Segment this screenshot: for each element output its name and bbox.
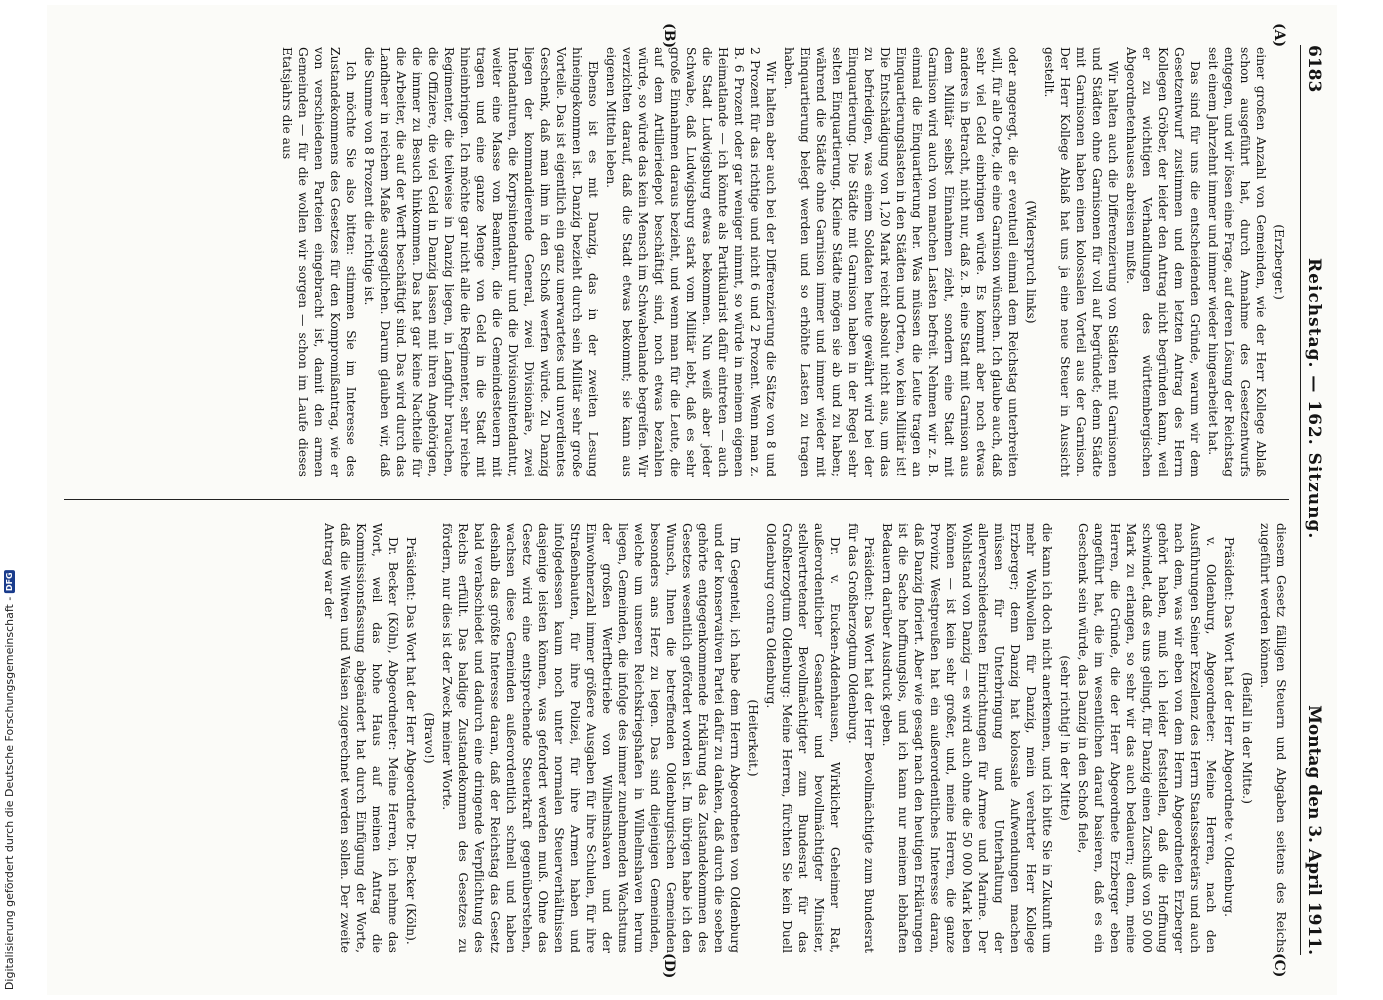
margin-marker-d: (D)	[660, 953, 677, 979]
page-number: 6183	[1303, 45, 1324, 93]
paragraph: v. Oldenburg, Abgeordneter: Meine Herren, nach den Ausführungen Seiner Exzellenz des Herrn Staatssekretärs und auch nach dem, was wir eben von dem Herrn Abgeordneten Erzberger gehört haben, muß ich leider feststellen, daß die Hoffnung schwindet, daß es uns gelingt, für Danzig einen Zuschuß von 50 000 Mark zu erlangen, so sehr wir das auch bedauern; denn, meine Herren, die Gründe, die der Herr Abgeordnete Erzberger eben angeführt hat, die im wesentlichen darauf basieren, daß es ein Geschenk sein würde, das Danzig in den Schoß fiele,	[1075, 523, 1218, 953]
scanned-page	[47, 5, 1337, 995]
interjection: (Heiterkeit.)	[745, 699, 760, 777]
digitization-credit	[3, 570, 16, 990]
left-column	[64, 47, 1289, 477]
paragraph: Das sind für uns die entscheidenden Gründe, warum wir dem Gesetzentwurf zustimmen und dem letzten Antrag des Herrn Kollegen Gröber, der leider den Antrag nicht begründen kann, weil er zu wichtigen Verhandlungen des württembergischen Abgeordnetenhauses abreisen mußte.	[1123, 47, 1202, 477]
paragraph: Im Gegenteil, ich habe dem Herrn Abgeordneten von Oldenburg und der konservativen Partei dafür zu danken, daß durch die soeben gehörte entgegenkommende Erklärung das Zustandekommen des Gesetzes wesentlich gefördert worden ist. Im übrigen habe ich den Wunsch, Ihnen die betreffenden Oldenburgischen Gemeinden besonders ans Herz zu legen. Das sind diejenigen Gemeinden, welche um unseren Reichskriegshafen in Wilhelmshaven herum liegen, Gemeinden, die infolge des immer zunehmenden Wachstums der großen Werftbetriebe von Wilhelmshaven und der Einwohnerzahl immer größere Ausgaben für ihre Schulen, für ihre Straßenbauten, für ihre Polizei, für ihre Armen haben und infolgedessen kaum noch unter normalen Steuerverhältnissen dasjenige leisten können, was gefordert werden muß. Ohne das Gesetz wird eine entsprechende Steuerkraft gegenüberstehen, wachsen diese Gemeinden außerordentlich schnell und haben deshalb das größte Interesse daran, daß der Reichstag das Gesetz bald verabschiedet und dadurch eine dringende Verpflichtung des Reichs erfüllt. Das baldige Zustandekommen des Gesetzes zu fördern, nur dies ist der Zweck meiner Worte.	[439, 523, 742, 953]
credit-text: Digitalisierung gefördert durch die Deutsche Forschungsgemeinschaft -	[3, 596, 16, 990]
speaker-attribution: (Erzberger.)	[1271, 224, 1286, 300]
interjection: (Bravo!)	[421, 712, 436, 764]
paragraph: Wir halten auch die Differenzierung von Städten mit Garnisonen und Städten ohne Garnisonen für voll auf begründet; denn Städte mit Garnisonen haben einen kolossalen Vorteil aus der Garnison. Der Herr Kollege Ablaß hat uns ja eine neue Steuer in Aussicht gestellt.	[1041, 47, 1120, 477]
paragraph: Ebenso ist es mit Danzig, das in der zweiten Lesung hineingekommen ist. Danzig bezieht durch sein Militär sehr große Vorteile. Das ist eigentlich ein ganz unerwartetes und unverdientes Geschenk, daß man ihm in den Schoß werfen würde. Zu Danzig liegen der kommandierende General, zwei Divisionäre, zwei Intendanturen, die Korpsintendantur und die Divisionsintendantur, weiter eine Masse von Beamten, die die Gemeindesteuern mit tragen und eine ganze Menge von Geld in die Stadt mit hineinbringen. Ich möchte gar nicht alle die Regimenter, sehr reiche Regimenter, die teilweise in Danzig liegen, in Langfuhr brauchen, die Offiziere, die viel Geld in Danzig lassen mit ihren Angehörigen, die immer zu Besuch hinkommen. Das hat gar keine Nachteile für die Arbeiter, die auf der Werft beschäftigt sind. Das wird durch das Landheer in reichem Maße ausgeglichen. Darum glauben wir, daß die Summe von 8 Prozent die richtige ist.	[361, 47, 600, 477]
page-header	[1300, 45, 1327, 955]
paragraph: einer großen Anzahl von Gemeinden, wie der Herr Kollege Ablaß schon ausgeführt hat, durch Annahme des Gesetzentwurfs entgegen, und wir lösen eine Frage, auf deren Lösung der Reichstag seit einem Jahrzehnt immer und immer wieder hingearbeitet hat.	[1205, 47, 1268, 477]
interjection: (Beifall in der Mitte.)	[1239, 672, 1254, 804]
margin-marker-c: (C)	[1270, 953, 1287, 978]
paragraph: die kann ich doch nicht anerkennen, und ich bitte Sie in Zukunft um mehr Wohlwollen für Danzig, mein verehrter Herr Kollege Erzberger; denn Danzig hat kolossale Aufwendungen machen müssen für Unterbringung und Unterhaltung der allerverschiedensten Einrichtungen für Armee und Marine. Der Wohlstand von Danzig — es wird auch ohne die 50 000 Mark leben können — ist kein sehr großer, und, meine Herren, die ganze Provinz Westpreußen hat ein außerordentliches Interesse daran, daß Danzig floriert. Aber wie gesagt nach den heutigen Erklärungen ist die Sache hoffnungslos, und ich kann nur meinem lebhaften Bedauern darüber Ausdruck geben.	[879, 523, 1054, 953]
right-column	[64, 523, 1289, 953]
paragraph: Dr. v. Eucken-Addenhausen, Wirklicher Geheimer Rat, außerordentlicher Gesandter und bevollmächtigter Minister, stellvertretender Bevollmächtigter zum Bundesrat für das Großherzogtum Oldenburg: Meine Herren, fürchten Sie kein Duell Oldenburg contra Oldenburg.	[763, 523, 842, 953]
column-divider	[64, 499, 1289, 500]
paragraph: oder angeregt, die er eventuell einmal dem Reichstag unterbreiten will, für alle Orte, die eine Garnison wünschen. Ich glaube auch, daß sehr viel Geld einbringen würde. Es kommt aber noch etwas anderes in Betracht, nicht nur, daß z. B. eine Stadt mit Garnison aus dem Militär selbst Einnahmen zieht, sondern eine Stadt mit Garnison wird auch von manchen Lasten befreit. Nehmen wir z. B. einmal die Einquartierung her. Was müssen die Leute tragen an Einquartierungslasten in den Städten und Orten, wo kein Militär ist! Die Entschädigung von 1,20 Mark reicht absolut nicht aus, um das zu befriedigen, was einem Soldaten heute gewährt wird bei der Einquartierung. Die Städte mit Garnison haben in der Regel sehr selten Einquartierung. Kleine Städte mögen sie ab und zu haben; während die Städte ohne Garnison immer und immer wieder mit Einquartierung belegt werden und so erhöhte Lasten zu tragen haben.	[781, 47, 1020, 477]
paragraph: Ich möchte Sie also bitten: stimmen Sie im Interesse des Zustandekommens des Gesetzes für den Kompromißantrag, wie er von verschiedenen Parteien eingebracht ist, damit den armen Gemeinden — für die wollen wir sorgen — schon im Laufe dieses Etatsjahrs die aus	[279, 47, 358, 477]
paragraph: Wir halten aber auch bei der Differenzierung die Sätze von 8 und 2 Prozent für das richtige und nicht 6 und 2 Prozent. Wenn man z. B. 6 Prozent oder gar weniger nimmt, so würde in meinem eigenen Heimatlande — ich könnte als Partikularist dafür eintreten — auch die Stadt Ludwigsburg etwas bekommen. Nun weiß aber jeder Schwabe, daß Ludwigsburg stark vom Militär lebt, daß es sehr große Einnahmen daraus bezieht, und wenn man für die Leute, die auf dem Artilleriedepot beschäftigt sind, noch etwas bezahlen würde, so würde das kein Mensch im Schwabenlande begreifen. Wir verzichten darauf, daß die Stadt etwas bekommt; sie kann aus eigenen Mitteln leben.	[603, 47, 778, 477]
margin-marker-b: (B)	[660, 23, 677, 49]
interjection: (Widerspruch links)	[1023, 200, 1038, 324]
interjection: (sehr richtig! in der Mitte)	[1057, 655, 1072, 821]
paragraph: diesem Gesetz fälligen Steuern und Abgaben seitens des Reichs zugeführt werden können.	[1257, 523, 1288, 953]
paragraph: Präsident: Das Wort hat der Herr Bevollmächtigte zum Bundesrat für das Großherzogtum Oldenburg.	[845, 523, 876, 953]
paragraph: Dr. Becker (Köln), Abgeordneter: Meine Herren, ich nehme das Wort, weil das hohe Haus auf meinen Antrag die Kommissionsfassung abgeändert hat durch Einfügung der Worte, daß die Witwen und Waisen zugerechnet werden sollen. Der zweite Antrag war der	[321, 523, 400, 953]
dfg-logo: DFG	[5, 571, 14, 591]
paragraph: Präsident: Das Wort hat der Herr Abgeordnete Dr. Becker (Köln).	[403, 537, 418, 945]
header-session: Reichstag. — 162. Sitzung.	[1303, 258, 1324, 540]
header-date: Montag den 3. April 1911.	[1303, 705, 1324, 955]
margin-marker-a: (A)	[1270, 23, 1287, 48]
paragraph: Präsident: Das Wort hat der Herr Abgeordnete v. Oldenburg.	[1221, 537, 1236, 918]
